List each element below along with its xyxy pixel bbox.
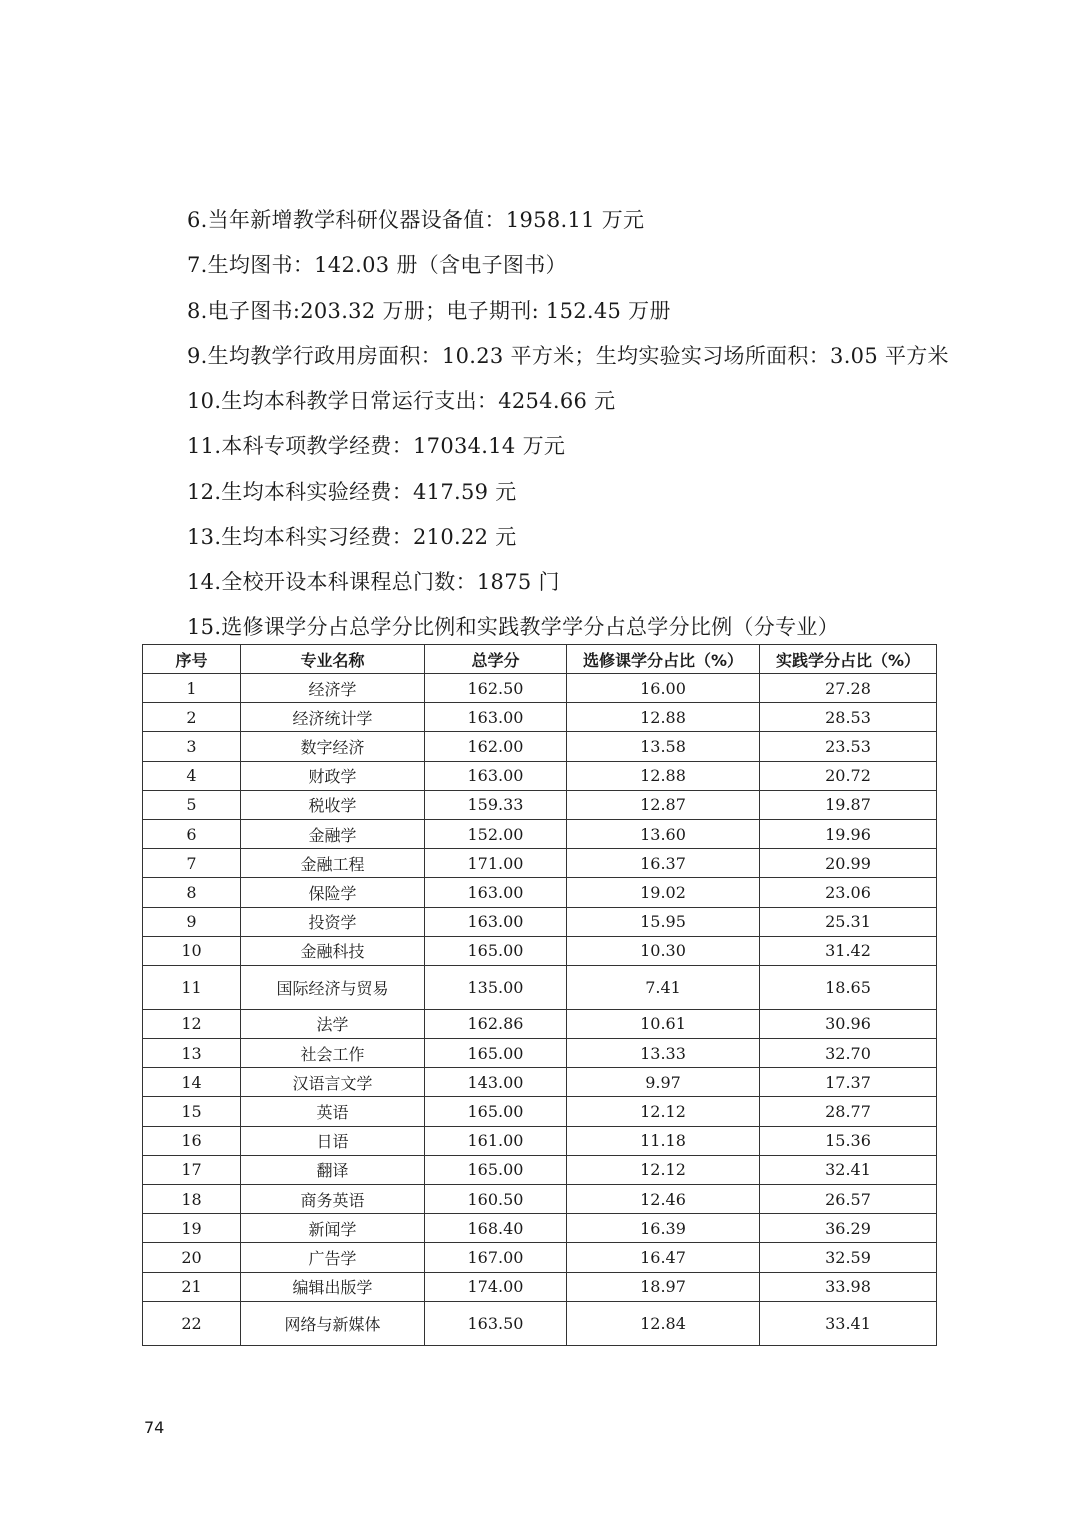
cell-major-name: 网络与新媒体	[241, 1301, 425, 1345]
cell-elective-ratio: 13.33	[567, 1039, 760, 1068]
cell-practice-ratio: 32.70	[760, 1039, 937, 1068]
table-row	[143, 1214, 937, 1243]
cell-major-name: 金融工程	[241, 849, 425, 878]
cell-elective-ratio: 12.12	[567, 1097, 760, 1126]
cell-major-name: 财政学	[241, 761, 425, 790]
cell-index: 11	[143, 965, 241, 1009]
cell-index: 6	[143, 819, 241, 848]
table-row	[143, 878, 937, 907]
cell-index: 19	[143, 1214, 241, 1243]
header-total-credits: 总学分	[425, 645, 567, 674]
table-row	[143, 1185, 937, 1214]
cell-index: 4	[143, 761, 241, 790]
cell-practice-ratio: 23.53	[760, 732, 937, 761]
table-row	[143, 819, 937, 848]
cell-total-credits: 162.86	[425, 1009, 567, 1038]
statistics-list	[187, 198, 949, 606]
stat-item-10: 10.生均本科教学日常运行支出：4254.66 元	[187, 389, 616, 414]
cell-elective-ratio: 12.12	[567, 1155, 760, 1184]
cell-total-credits: 161.00	[425, 1126, 567, 1155]
header-index: 序号	[143, 645, 241, 674]
cell-major-name: 金融科技	[241, 936, 425, 965]
table-row	[143, 790, 937, 819]
cell-elective-ratio: 16.47	[567, 1243, 760, 1272]
cell-practice-ratio: 33.98	[760, 1272, 937, 1301]
cell-total-credits: 165.00	[425, 1097, 567, 1126]
table-row	[143, 1155, 937, 1184]
cell-major-name: 日语	[241, 1126, 425, 1155]
cell-elective-ratio: 13.58	[567, 732, 760, 761]
cell-elective-ratio: 16.00	[567, 674, 760, 703]
cell-major-name: 法学	[241, 1009, 425, 1038]
cell-major-name: 经济学	[241, 674, 425, 703]
cell-total-credits: 165.00	[425, 1155, 567, 1184]
cell-major-name: 数字经济	[241, 732, 425, 761]
table-row	[143, 965, 937, 1009]
table-header-row	[143, 645, 937, 674]
cell-total-credits: 163.00	[425, 907, 567, 936]
table-row	[143, 1009, 937, 1038]
cell-practice-ratio: 28.77	[760, 1097, 937, 1126]
cell-major-name: 税收学	[241, 790, 425, 819]
cell-practice-ratio: 26.57	[760, 1185, 937, 1214]
cell-total-credits: 163.00	[425, 761, 567, 790]
cell-total-credits: 171.00	[425, 849, 567, 878]
header-major-name: 专业名称	[241, 645, 425, 674]
cell-major-name: 英语	[241, 1097, 425, 1126]
cell-major-name: 编辑出版学	[241, 1272, 425, 1301]
cell-index: 14	[143, 1068, 241, 1097]
cell-index: 2	[143, 703, 241, 732]
cell-index: 12	[143, 1009, 241, 1038]
credits-table	[142, 644, 937, 1346]
cell-elective-ratio: 10.30	[567, 936, 760, 965]
cell-index: 18	[143, 1185, 241, 1214]
cell-major-name: 投资学	[241, 907, 425, 936]
cell-index: 22	[143, 1301, 241, 1345]
cell-total-credits: 174.00	[425, 1272, 567, 1301]
cell-practice-ratio: 31.42	[760, 936, 937, 965]
stat-item-9: 9.生均教学行政用房面积：10.23 平方米；生均实验实习场所面积：3.05 平方米	[187, 343, 949, 368]
cell-index: 1	[143, 674, 241, 703]
cell-elective-ratio: 16.39	[567, 1214, 760, 1243]
table-caption: 15.选修课学分占总学分比例和实践教学学分占总学分比例（分专业）	[187, 615, 839, 639]
table-row	[143, 1272, 937, 1301]
table-row	[143, 1068, 937, 1097]
cell-index: 3	[143, 732, 241, 761]
table-row	[143, 1301, 937, 1345]
cell-elective-ratio: 12.87	[567, 790, 760, 819]
cell-total-credits: 135.00	[425, 965, 567, 1009]
cell-practice-ratio: 19.96	[760, 819, 937, 848]
cell-total-credits: 165.00	[425, 936, 567, 965]
table-row	[143, 849, 937, 878]
cell-elective-ratio: 13.60	[567, 819, 760, 848]
cell-index: 15	[143, 1097, 241, 1126]
table-row	[143, 1126, 937, 1155]
cell-index: 21	[143, 1272, 241, 1301]
table-body	[143, 674, 937, 1346]
table-row	[143, 1039, 937, 1068]
cell-elective-ratio: 7.41	[567, 965, 760, 1009]
stat-item-12: 12.生均本科实验经费：417.59 元	[187, 479, 517, 504]
cell-elective-ratio: 15.95	[567, 907, 760, 936]
cell-practice-ratio: 17.37	[760, 1068, 937, 1097]
cell-elective-ratio: 16.37	[567, 849, 760, 878]
cell-total-credits: 163.00	[425, 703, 567, 732]
page-number: 74	[144, 1418, 165, 1437]
stat-item-6: 6.当年新增教学科研仪器设备值：1958.11 万元	[187, 208, 645, 232]
cell-major-name: 商务英语	[241, 1185, 425, 1214]
cell-elective-ratio: 12.88	[567, 761, 760, 790]
cell-practice-ratio: 28.53	[760, 703, 937, 732]
stat-item-11: 11.本科专项教学经费：17034.14 万元	[187, 434, 566, 459]
cell-elective-ratio: 9.97	[567, 1068, 760, 1097]
cell-major-name: 金融学	[241, 819, 425, 848]
cell-practice-ratio: 33.41	[760, 1301, 937, 1345]
table-row	[143, 1097, 937, 1126]
cell-elective-ratio: 19.02	[567, 878, 760, 907]
cell-total-credits: 165.00	[425, 1039, 567, 1068]
cell-major-name: 保险学	[241, 878, 425, 907]
cell-practice-ratio: 20.99	[760, 849, 937, 878]
cell-index: 8	[143, 878, 241, 907]
table-row	[143, 732, 937, 761]
cell-total-credits: 167.00	[425, 1243, 567, 1272]
header-practice-ratio: 实践学分占比（%）	[760, 645, 937, 674]
cell-elective-ratio: 18.97	[567, 1272, 760, 1301]
table-row	[143, 761, 937, 790]
cell-total-credits: 152.00	[425, 819, 567, 848]
cell-practice-ratio: 20.72	[760, 761, 937, 790]
cell-practice-ratio: 32.59	[760, 1243, 937, 1272]
cell-index: 7	[143, 849, 241, 878]
table-row	[143, 1243, 937, 1272]
stat-item-8: 8.电子图书:203.32 万册；电子期刊: 152.45 万册	[187, 298, 671, 323]
cell-elective-ratio: 12.46	[567, 1185, 760, 1214]
cell-total-credits: 163.50	[425, 1301, 567, 1345]
cell-total-credits: 159.33	[425, 790, 567, 819]
cell-elective-ratio: 10.61	[567, 1009, 760, 1038]
cell-index: 20	[143, 1243, 241, 1272]
cell-total-credits: 168.40	[425, 1214, 567, 1243]
cell-total-credits: 162.50	[425, 674, 567, 703]
cell-major-name: 社会工作	[241, 1039, 425, 1068]
header-elective-ratio: 选修课学分占比（%）	[567, 645, 760, 674]
cell-practice-ratio: 27.28	[760, 674, 937, 703]
cell-elective-ratio: 12.88	[567, 703, 760, 732]
cell-total-credits: 162.00	[425, 732, 567, 761]
cell-index: 5	[143, 790, 241, 819]
cell-total-credits: 160.50	[425, 1185, 567, 1214]
cell-practice-ratio: 30.96	[760, 1009, 937, 1038]
cell-total-credits: 163.00	[425, 878, 567, 907]
cell-practice-ratio: 19.87	[760, 790, 937, 819]
cell-practice-ratio: 18.65	[760, 965, 937, 1009]
cell-total-credits: 143.00	[425, 1068, 567, 1097]
stat-item-7: 7.生均图书：142.03 册（含电子图书）	[187, 253, 567, 278]
cell-practice-ratio: 36.29	[760, 1214, 937, 1243]
stat-item-13: 13.生均本科实习经费：210.22 元	[187, 525, 517, 550]
cell-major-name: 经济统计学	[241, 703, 425, 732]
table-row	[143, 674, 937, 703]
cell-index: 16	[143, 1126, 241, 1155]
cell-index: 10	[143, 936, 241, 965]
cell-index: 9	[143, 907, 241, 936]
cell-major-name: 翻译	[241, 1155, 425, 1184]
table-row	[143, 936, 937, 965]
cell-practice-ratio: 23.06	[760, 878, 937, 907]
cell-major-name: 广告学	[241, 1243, 425, 1272]
cell-elective-ratio: 12.84	[567, 1301, 760, 1345]
cell-major-name: 国际经济与贸易	[241, 965, 425, 1009]
cell-practice-ratio: 32.41	[760, 1155, 937, 1184]
cell-practice-ratio: 25.31	[760, 907, 937, 936]
table-row	[143, 907, 937, 936]
cell-major-name: 汉语言文学	[241, 1068, 425, 1097]
cell-major-name: 新闻学	[241, 1214, 425, 1243]
table-row	[143, 703, 937, 732]
cell-index: 17	[143, 1155, 241, 1184]
cell-practice-ratio: 15.36	[760, 1126, 937, 1155]
stat-item-14: 14.全校开设本科课程总门数：1875 门	[187, 570, 560, 595]
cell-elective-ratio: 11.18	[567, 1126, 760, 1155]
cell-index: 13	[143, 1039, 241, 1068]
